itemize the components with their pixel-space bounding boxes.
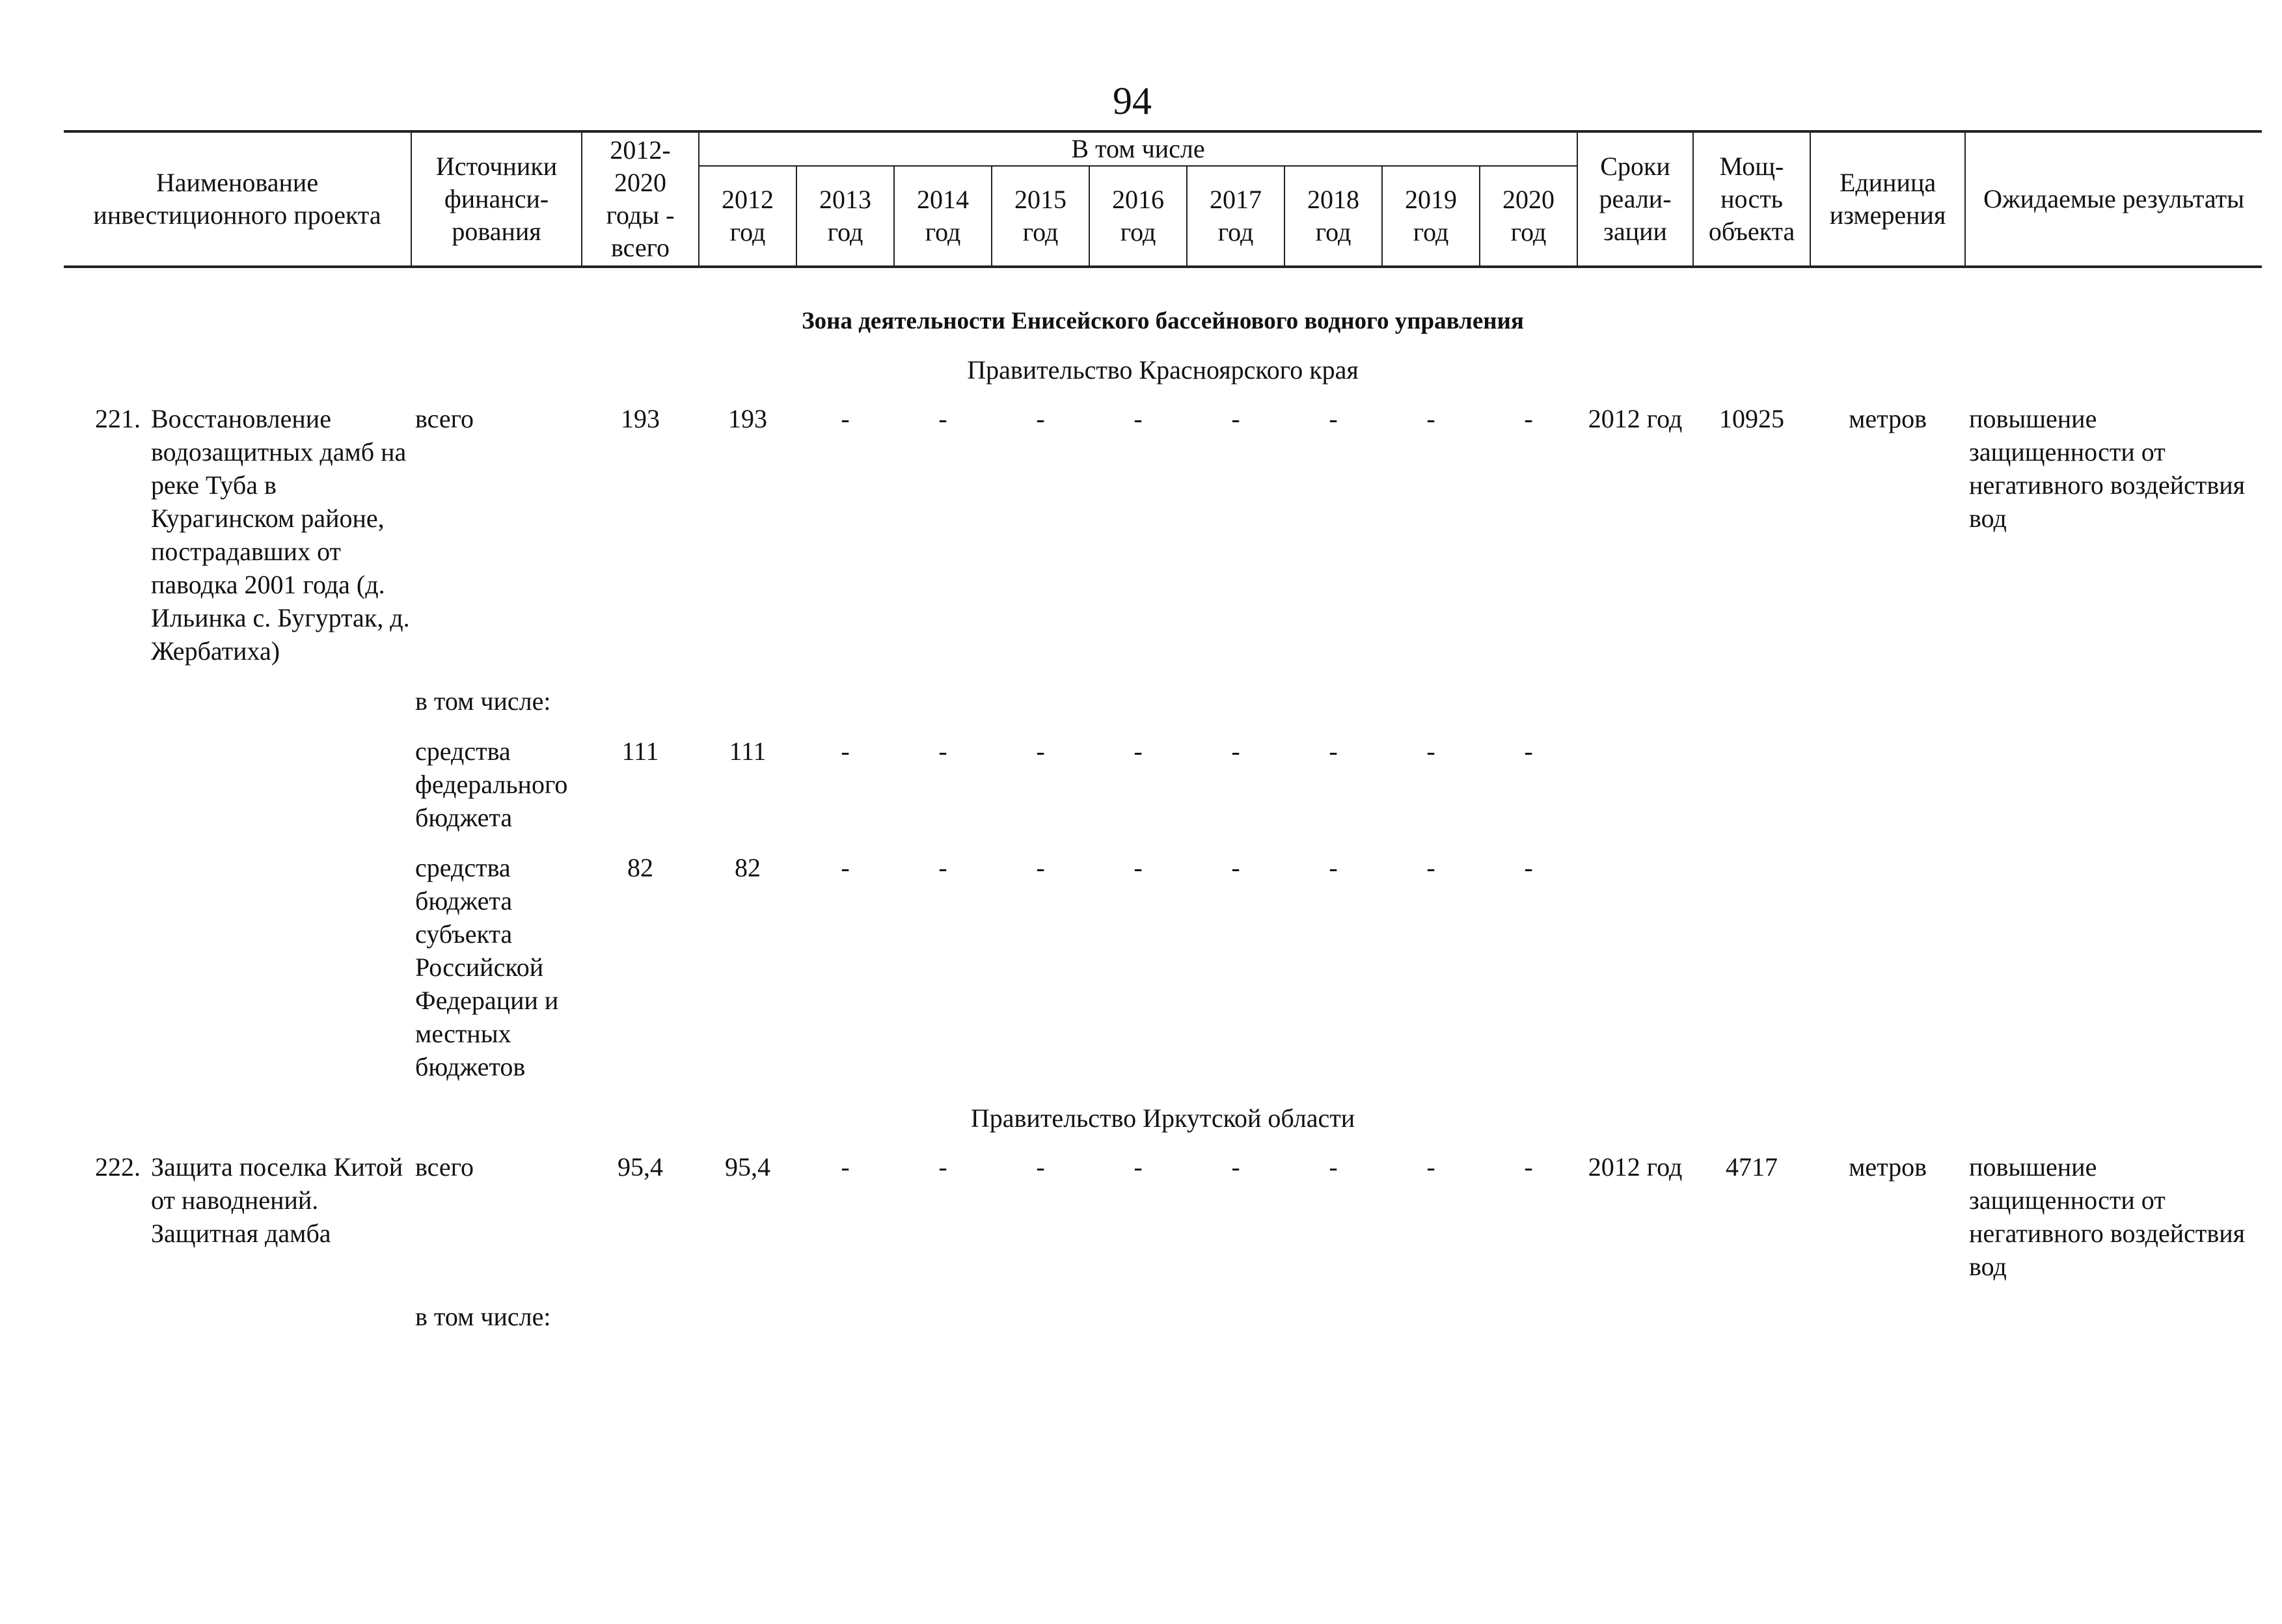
year-value: - [1329, 1152, 1338, 1182]
project-index: 221. [95, 404, 141, 433]
year-value: - [1134, 404, 1143, 433]
year-value: - [1329, 853, 1338, 882]
government-title: Правительство Иркутской области [970, 1103, 1355, 1133]
header-including: В том числе [699, 131, 1577, 166]
project-name-cell [64, 402, 411, 668]
header-year: 2013 год [796, 166, 894, 267]
year-value: 82 [735, 853, 761, 882]
header-results: Ожидаемые результаты [1965, 131, 2262, 267]
including-row [64, 668, 2262, 718]
year-value: - [1426, 404, 1435, 433]
year-value: - [841, 737, 850, 766]
year-value: 95,4 [725, 1152, 770, 1182]
year-value: - [1231, 404, 1240, 433]
measurement-unit: метров [1849, 404, 1927, 433]
total-value: 82 [627, 853, 653, 882]
government-row [64, 353, 2262, 402]
expected-result: повышение защищенности от негативного воздействия вод [1969, 1152, 2246, 1281]
header-term: Сроки реали-зации [1577, 131, 1693, 267]
year-value: - [1231, 737, 1240, 766]
project-name-cell [64, 1150, 411, 1283]
header-name: Наименование инвестиционного проекта [64, 131, 411, 267]
investment-projects-table [64, 130, 2262, 1333]
including-label: в том числе: [415, 1302, 551, 1331]
year-value: - [1426, 737, 1435, 766]
header-unit: Единица измерения [1810, 131, 1965, 267]
year-value: - [1524, 737, 1533, 766]
government-row [64, 1083, 2262, 1150]
year-value: - [1036, 404, 1045, 433]
year-value: - [1036, 853, 1045, 882]
zone-row [64, 267, 2262, 353]
year-value: 111 [729, 737, 767, 766]
year-value: - [938, 404, 947, 433]
year-value: - [841, 853, 850, 882]
year-value: - [1231, 1152, 1240, 1182]
year-value: - [1134, 853, 1143, 882]
header-year: 2019 год [1382, 166, 1480, 267]
year-value: - [1524, 404, 1533, 433]
funding-source: средства федерального бюджета [415, 737, 568, 832]
including-row [64, 1283, 2262, 1333]
year-value: - [1426, 1152, 1435, 1182]
header-sources: Источники финанси-рования [411, 131, 582, 267]
object-capacity: 4717 [1726, 1152, 1778, 1182]
year-value: - [1329, 404, 1338, 433]
zone-title: Зона деятельности Енисейского бассейнового водного управления [802, 308, 1524, 334]
government-title: Правительство Красноярского края [967, 355, 1359, 385]
total-value: 193 [621, 404, 660, 433]
total-value: 95,4 [618, 1152, 663, 1182]
funding-sub-row [64, 718, 2262, 834]
year-value: - [938, 737, 947, 766]
header-year: 2016 год [1089, 166, 1187, 267]
year-value: - [1329, 737, 1338, 766]
total-value: 111 [621, 737, 659, 766]
header-year: 2015 год [992, 166, 1089, 267]
measurement-unit: метров [1849, 1152, 1927, 1182]
year-value: - [841, 1152, 850, 1182]
year-value: - [938, 1152, 947, 1182]
funding-sub-row [64, 834, 2262, 1083]
year-value: - [1524, 853, 1533, 882]
funding-source: всего [415, 404, 474, 433]
year-value: - [1036, 1152, 1045, 1182]
header-total: 2012-2020 годы - всего [582, 131, 699, 267]
table-header [64, 131, 2262, 267]
page-number: 94 [1113, 79, 1152, 122]
including-label: в том числе: [415, 686, 551, 716]
year-value: - [1524, 1152, 1533, 1182]
funding-source: всего [415, 1152, 474, 1182]
header-year: 2014 год [894, 166, 992, 267]
year-value: 193 [728, 404, 767, 433]
year-value: - [1036, 737, 1045, 766]
project-row [64, 1150, 2262, 1283]
funding-source: средства бюджета субъекта Российской Федерации и местных бюджетов [415, 853, 559, 1081]
project-name: Защита поселка Китой от наводнений. Защитная дамба [151, 1152, 403, 1248]
project-name: Восстановление водозащитных дамб на реке Туба в Курагинском районе, пострадавших от паводка 2001 года (д. Ильинка с. Бугуртак, д. Жербатиха) [151, 404, 410, 666]
implementation-term: 2012 год [1588, 404, 1683, 433]
year-value: - [1426, 853, 1435, 882]
header-year: 2020 год [1480, 166, 1577, 267]
table-body [64, 267, 2262, 1333]
year-value: - [841, 404, 850, 433]
year-value: - [1134, 1152, 1143, 1182]
year-value: - [1231, 853, 1240, 882]
object-capacity: 10925 [1719, 404, 1785, 433]
year-value: - [1134, 737, 1143, 766]
year-value: - [938, 853, 947, 882]
header-year: 2017 год [1187, 166, 1284, 267]
project-row [64, 402, 2262, 668]
header-year: 2012 год [699, 166, 796, 267]
project-index: 222. [95, 1152, 141, 1182]
header-year: 2018 год [1284, 166, 1382, 267]
header-capacity: Мощ-ность объекта [1693, 131, 1810, 267]
implementation-term: 2012 год [1588, 1152, 1683, 1182]
expected-result: повышение защищенности от негативного воздействия вод [1969, 404, 2246, 533]
